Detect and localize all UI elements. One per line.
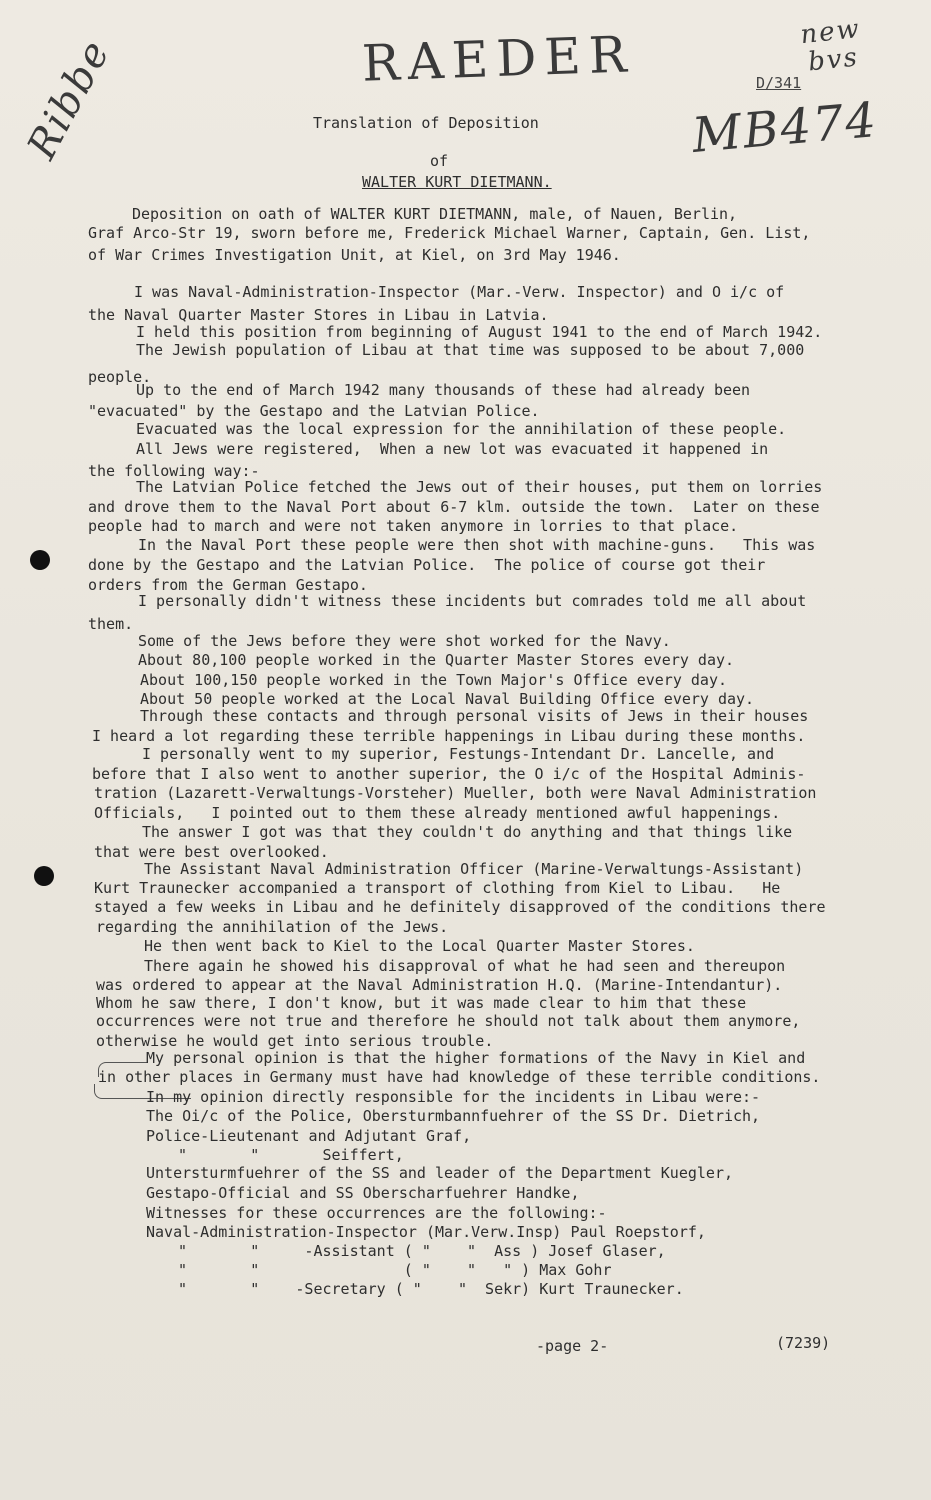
- text-line: people.: [88, 368, 152, 386]
- text-line: About 100,150 people worked in the Town Major's Office every day.: [140, 671, 727, 689]
- text-line: them.: [88, 615, 134, 633]
- text-line: The Oi/c of the Police, Obersturmbannfuehrer of the SS Dr. Dietrich,: [146, 1107, 761, 1125]
- text-line: The Assistant Naval Administration Officer (Marine-Verwaltungs-Assistant): [144, 860, 804, 878]
- text-line: Deposition on oath of WALTER KURT DIETMANN, male, of Nauen, Berlin,: [132, 205, 738, 223]
- text-line: the following way:-: [88, 462, 260, 480]
- punch-hole-top: [30, 550, 50, 570]
- text-line: The Latvian Police fetched the Jews out of their houses, put them on lorries: [136, 478, 823, 496]
- punch-hole-bottom: [34, 866, 54, 886]
- handwritten-margin-note: Ribbe: [18, 31, 120, 167]
- text-line: " " -Assistant ( " " Ass ) Josef Glaser,: [178, 1242, 666, 1260]
- text-line: before that I also went to another superior, the O i/c of the Hospital Adminis-: [92, 765, 806, 783]
- text-line: Police-Lieutenant and Adjutant Graf,: [146, 1127, 472, 1145]
- text-line: About 80,100 people worked in the Quarter Master Stores every day.: [138, 651, 735, 669]
- deponent-name: WALTER KURT DIETMANN.: [362, 173, 552, 191]
- text-line: otherwise he would get into serious trouble.: [96, 1032, 494, 1050]
- text-line: Through these contacts and through personal visits of Jews in their houses: [140, 707, 809, 725]
- text-line: In my opinion directly responsible for the incidents in Libau were:-: [146, 1088, 761, 1106]
- text-line: I was Naval-Administration-Inspector (Mar.-Verw. Inspector) and O i/c of: [134, 283, 785, 301]
- text-line: All Jews were registered, When a new lot was evacuated it happened in: [136, 440, 769, 458]
- document-number: (7239): [776, 1334, 831, 1352]
- text-line: Some of the Jews before they were shot worked for the Navy.: [138, 632, 671, 650]
- text-line: people had to march and were not taken anymore in lorries to that place.: [88, 517, 739, 535]
- text-line: I held this position from beginning of August 1941 to the end of March 1942.: [136, 323, 823, 341]
- handwritten-note-top-right: new bvs: [798, 14, 863, 78]
- text-line: My personal opinion is that the higher formations of the Navy in Kiel and: [146, 1049, 806, 1067]
- document-reference: D/341: [756, 74, 802, 92]
- text-line: In the Naval Port these people were then shot with machine-guns. This was: [138, 536, 816, 554]
- text-line: regarding the annihilation of the Jews.: [96, 918, 449, 936]
- text-line: was ordered to appear at the Naval Administration H.Q. (Marine-Intendantur).: [96, 976, 783, 994]
- text-line: Gestapo-Official and SS Oberscharfuehrer Handke,: [146, 1184, 580, 1202]
- text-line: Up to the end of March 1942 many thousands of these had already been: [136, 381, 751, 399]
- handwritten-reference-number: MB474: [689, 91, 881, 165]
- text-line: I personally went to my superior, Festungs-Intendant Dr. Lancelle, and: [142, 745, 775, 763]
- text-line: Untersturmfuehrer of the SS and leader of the Department Kuegler,: [146, 1164, 733, 1182]
- text-line: Kurt Traunecker accompanied a transport of clothing from Kiel to Libau. He: [94, 879, 781, 897]
- text-line: I personally didn't witness these incidents but comrades told me all about: [138, 592, 807, 610]
- text-line: There again he showed his disapproval of what he had seen and thereupon: [144, 957, 786, 975]
- text-line: " " -Secretary ( " " Sekr) Kurt Traunecker.: [178, 1280, 684, 1298]
- text-line: Whom he saw there, I don't know, but it was made clear to him that these: [96, 994, 747, 1012]
- text-line: that were best overlooked.: [94, 843, 329, 861]
- text-line: Graf Arco-Str 19, sworn before me, Frederick Michael Warner, Captain, Gen. List,: [88, 224, 811, 242]
- text-line: The Jewish population of Libau at that time was supposed to be about 7,000: [136, 341, 805, 359]
- text-line: The answer I got was that they couldn't do anything and that things like: [142, 823, 793, 841]
- text-line: " " ( " " " ) Max Gohr: [178, 1261, 612, 1279]
- text-line: About 50 people worked at the Local Naval Building Office every day.: [140, 690, 755, 708]
- text-line: Evacuated was the local expression for the annihilation of these people.: [136, 420, 787, 438]
- page-number: -page 2-: [536, 1337, 609, 1355]
- text-line: done by the Gestapo and the Latvian Police. The police of course got their: [88, 556, 766, 574]
- text-line: occurrences were not true and therefore he should not talk about them anymore,: [96, 1012, 801, 1030]
- text-line: I heard a lot regarding these terrible happenings in Libau during these months.: [92, 727, 806, 745]
- handwritten-raeder: RAEDER: [361, 25, 636, 93]
- text-line: He then went back to Kiel to the Local Quarter Master Stores.: [144, 937, 695, 955]
- document-title: Translation of Deposition: [313, 114, 539, 132]
- text-line: and drove them to the Naval Port about 6-7 klm. outside the town. Later on these: [88, 498, 820, 516]
- text-line: of War Crimes Investigation Unit, at Kiel, on 3rd May 1946.: [88, 246, 621, 264]
- text-line: Officials, I pointed out to them these already mentioned awful happenings.: [94, 804, 781, 822]
- text-line: Witnesses for these occurrences are the following:-: [146, 1204, 607, 1222]
- text-line: Naval-Administration-Inspector (Mar.Verw.Insp) Paul Roepstorf,: [146, 1223, 706, 1241]
- text-line: orders from the German Gestapo.: [88, 576, 368, 594]
- text-line: stayed a few weeks in Libau and he definitely disapproved of the conditions there: [94, 898, 826, 916]
- text-line: "evacuated" by the Gestapo and the Latvian Police.: [88, 402, 540, 420]
- text-line: the Naval Quarter Master Stores in Libau in Latvia.: [88, 306, 549, 324]
- text-line: " " Seiffert,: [178, 1146, 404, 1164]
- text-line: in other places in Germany must have had knowledge of these terrible conditions.: [98, 1068, 821, 1086]
- title-of: of: [430, 152, 449, 170]
- text-line: tration (Lazarett-Verwaltungs-Vorsteher) Mueller, both were Naval Administration: [94, 784, 817, 802]
